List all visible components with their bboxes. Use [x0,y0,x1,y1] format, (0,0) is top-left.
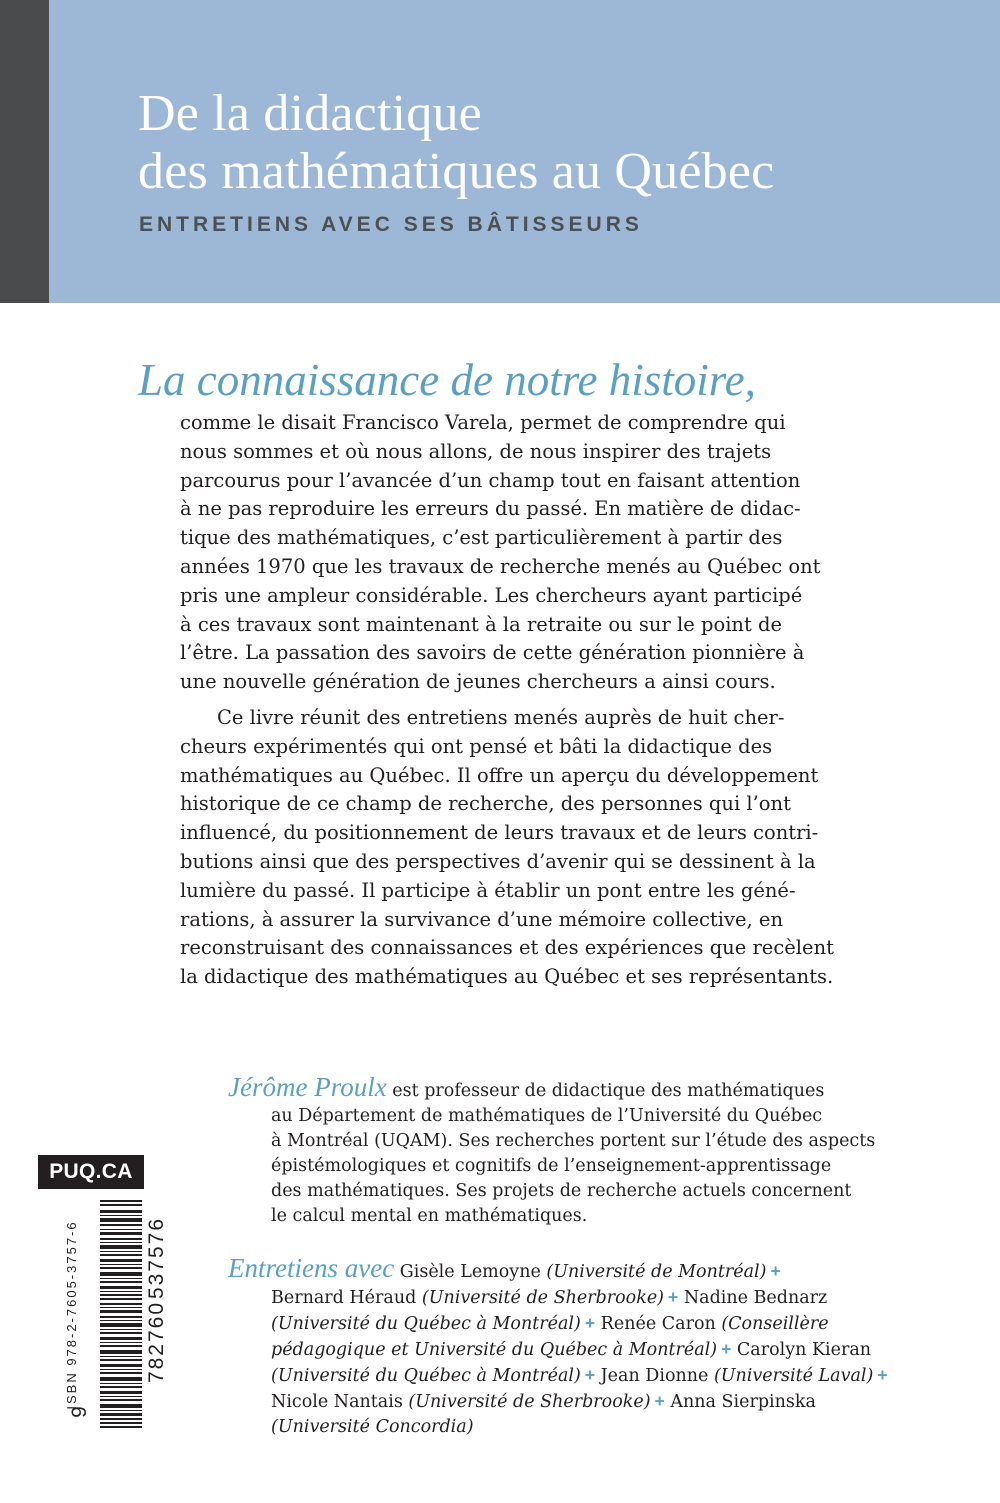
text-line: à ne pas reproduire les erreurs du passé. En matière de didac- [180,497,801,521]
interviewee-name: Jean Dionne [600,1366,709,1386]
barcode-digit-first: 9 [68,1406,91,1418]
title-line-2: des mathématiques au Québec [138,143,775,200]
interviewee-affiliation: (Université Laval) [713,1366,874,1386]
text-line: au Département de mathématiques de l’Université du Québec [271,1106,823,1126]
text-line: épistémologiques et cognitifs de l’enseignement-apprentissage [271,1156,832,1176]
isbn-label: ISBN 978-2-7605-3757-6 [64,1220,79,1410]
text-line: parcourus pour l’avancée d’un champ tout en faisant attention [180,468,801,492]
text-line: une nouvelle génération de jeunes chercheurs a ainsi cours. [180,670,776,694]
interviewee-name: Nadine Bednarz [683,1288,828,1308]
interviewee-name: Carolyn Kieran [736,1340,872,1360]
text-line: lumière du passé. Il participe à établir un pont entre les géné- [180,878,796,902]
text-line: influencé, du positionnement de leurs travaux et de leurs contri- [180,821,819,845]
book-title [138,85,988,201]
interviewee-affiliation: (Université de Montréal) [546,1262,767,1282]
synopsis-paragraph-2 [180,704,870,992]
plus-separator: + [770,1261,781,1281]
text-line: des mathématiques. Ses projets de recherche actuels concernent [271,1181,852,1201]
isbn-barcode [52,1200,168,1430]
author-name: Jérôme Proulx [228,1072,387,1102]
plus-separator: + [584,1313,596,1333]
interviewees-line [228,1253,928,1285]
plus-separator: + [877,1365,888,1385]
interviewee-affiliation: (Conseillère [721,1314,829,1334]
text-line: nous sommes et où nous allons, de nous inspirer des trajets [180,439,772,463]
plus-separator: + [654,1391,665,1411]
text-line: pris une ampleur considérable. Les chercheurs ayant participé [180,583,803,607]
author-bio-text: est professeur de didactique des mathématiques [392,1081,825,1101]
lead-quote: La connaissance de notre histoire, [138,355,756,405]
interviewee-name: Renée Caron [600,1314,716,1334]
interviewees-line [228,1285,928,1311]
interviewees-line [228,1363,928,1389]
text-line: le calcul mental en mathématiques. [271,1206,588,1226]
author-bio-first-line [228,1072,928,1104]
text-line: la didactique des mathématiques au Québec et ses représentants. [180,965,834,989]
interviewee-affiliation: (Université Concordia) [271,1417,474,1437]
text-line: reconstruisant des connaissances et des expériences que recèlent [180,936,834,960]
interviewees-label: Entretiens avec [228,1253,395,1283]
interviewee-affiliation: pédagogique et Université du Québec à Montréal) [271,1340,718,1360]
author-bio [228,1072,928,1229]
interviewee-name: Nicole Nantais [271,1392,403,1412]
interviewee-affiliation: (Université de Sherbrooke) [408,1392,651,1412]
interviewee-affiliation: (Université de Sherbrooke) [421,1288,665,1308]
synopsis-paragraph-1 [180,409,870,697]
interviewees-line [228,1415,928,1440]
interviewees-line [228,1389,928,1415]
text-line: tique des mathématiques, c’est particulièrement à partir des [180,526,783,550]
text-line: mathématiques au Québec. Il offre un aperçu du développement [180,763,819,787]
spine-bar [0,0,49,303]
barcode-digit-group-2: 537576 [145,1216,168,1300]
plus-separator: + [721,1339,732,1359]
book-subtitle: ENTRETIENS AVEC SES BÂTISSEURS [139,213,643,236]
plus-separator: + [668,1287,679,1307]
plus-separator: + [584,1365,596,1385]
barcode-digit-group-1: 782760 [145,1300,168,1384]
text-line: cheurs expérimentés qui ont pensé et bâti la didactique des [180,734,773,758]
barcode-digits [67,1200,168,1430]
text-line: comme le disait Francisco Varela, permet de comprendre qui [180,411,786,434]
text-line: Ce livre réunit des entretiens menés auprès de huit cher- [217,706,785,729]
interviewee-name: Anna Sierpinska [670,1392,816,1412]
text-line: historique de ce champ de recherche, des personnes qui l’ont [180,792,791,816]
text-line: rations, à assurer la survivance d’une mémoire collective, en [180,907,784,931]
interviewee-affiliation: (Université du Québec à Montréal) [271,1314,581,1334]
interviewees-line [228,1311,928,1337]
text-line: à Montréal (UQAM). Ses recherches portent sur l’étude des aspects [271,1131,876,1151]
interviewees-line [228,1337,928,1363]
interviewee-affiliation: (Université du Québec à Montréal) [271,1366,581,1386]
title-line-1: De la didactique [138,85,482,142]
interviewees-list [228,1253,928,1440]
publisher-badge: PUQ.CA [38,1155,144,1189]
text-line: l’être. La passation des savoirs de cette génération pionnière à [180,641,805,665]
text-line: années 1970 que les travaux de recherche menés au Québec ont [180,554,821,578]
barcode-bars-icon [100,1200,142,1430]
interviewee-name: Bernard Héraud [271,1288,417,1308]
text-line: butions ainsi que des perspectives d’avenir qui se dessinent à la [180,849,816,873]
interviewee-name: Gisèle Lemoyne [399,1262,541,1282]
text-line: à ces travaux sont maintenant à la retraite ou sur le point de [180,612,783,636]
